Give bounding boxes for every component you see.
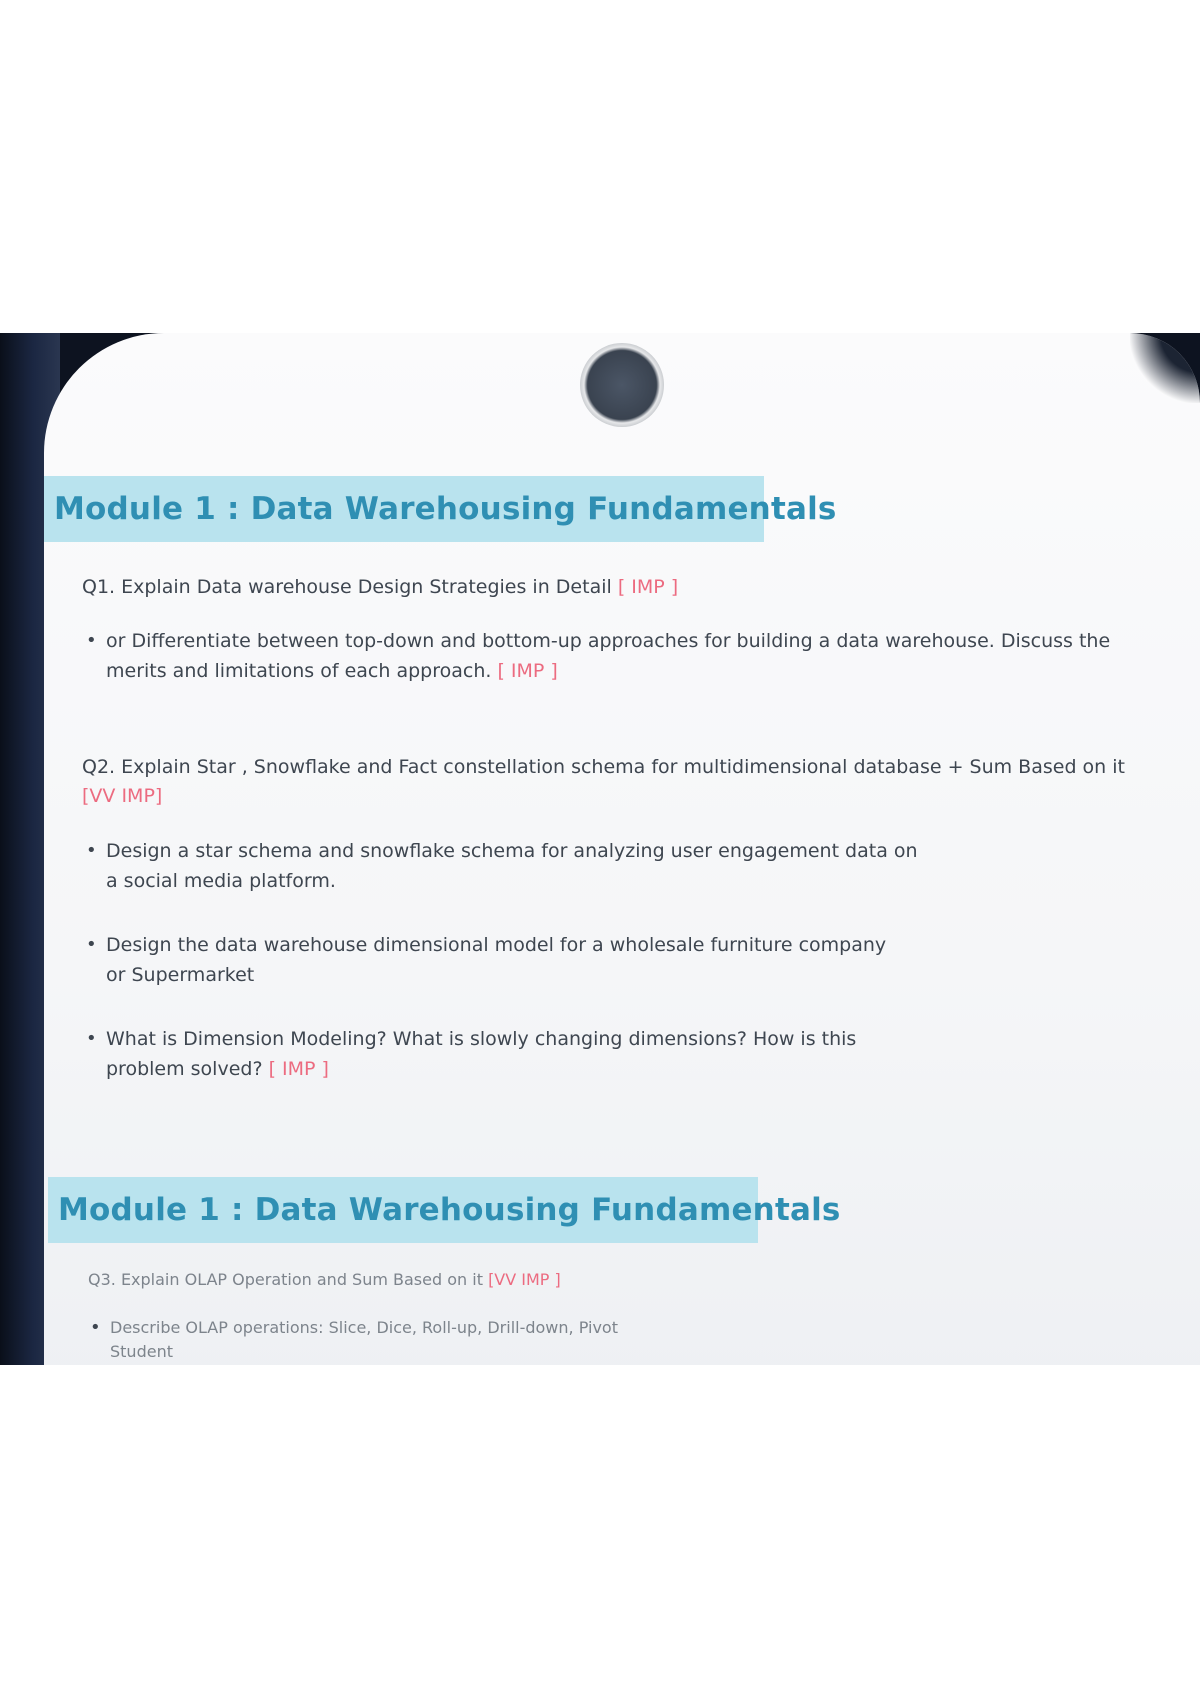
question-q3-text: Q3. Explain OLAP Operation and Sum Based on it — [88, 1270, 483, 1289]
bullet-line-text: problem solved? — [106, 1058, 263, 1080]
module-title-1: Module 1 : Data Warehousing Fundamentals — [54, 491, 837, 527]
photographed-screen — [0, 333, 1200, 1365]
bullet-line: What is Dimension Modeling? What is slowly changing dimensions? How is this — [106, 1028, 857, 1050]
camera-cutout-icon — [580, 343, 664, 427]
bullet-q3-1 — [90, 1316, 618, 1364]
bullet-line-text: merits and limitations of each approach. — [106, 660, 492, 682]
question-q1-tag: [ IMP ] — [617, 576, 679, 598]
bullet-dot-icon: • — [90, 1317, 101, 1338]
question-q3-tag: [VV IMP ] — [488, 1270, 561, 1289]
bullet-line: a social media platform. — [106, 870, 336, 892]
bullet-dot-icon: • — [86, 1028, 97, 1049]
bullet-q1-1 — [86, 626, 1111, 686]
bullet-dot-icon: • — [86, 934, 97, 955]
bullet-tag: [ IMP ] — [268, 1058, 329, 1080]
question-q2-tag-line — [82, 785, 162, 807]
bullet-tag: [ IMP ] — [497, 660, 558, 682]
bullet-line: Describe OLAP operations: Slice, Dice, Roll-up, Drill-down, Pivot — [110, 1318, 618, 1337]
question-q2-tag: [VV IMP] — [82, 785, 163, 807]
bullet-q2-3 — [86, 1024, 857, 1084]
module-title-2: Module 1 : Data Warehousing Fundamentals — [58, 1192, 841, 1228]
question-q2 — [82, 756, 1125, 778]
bullet-line: or Differentiate between top-down and bottom-up approaches for building a data warehouse. Discuss the — [106, 630, 1111, 652]
module-banner-2 — [48, 1177, 841, 1243]
question-q3 — [88, 1270, 561, 1289]
module-banner-1 — [44, 476, 837, 542]
bullet-q2-1 — [86, 836, 918, 896]
corner-shadow — [1130, 333, 1200, 403]
bullet-dot-icon: • — [86, 630, 97, 651]
question-q1-text: Q1. Explain Data warehouse Design Strategies in Detail — [82, 576, 612, 598]
bullet-line — [106, 656, 1110, 686]
bullet-line: or Supermarket — [106, 964, 255, 986]
document-page — [44, 333, 1200, 1365]
bullet-dot-icon: • — [86, 840, 97, 861]
bullet-line: Student — [110, 1342, 173, 1361]
bullet-line — [106, 1054, 856, 1084]
question-q2-text: Q2. Explain Star , Snowflake and Fact constellation schema for multidimensional database + Sum Based on it — [82, 756, 1125, 778]
question-q1 — [82, 576, 678, 598]
bullet-line: Design the data warehouse dimensional model for a wholesale furniture company — [106, 934, 887, 956]
bullet-q2-2 — [86, 930, 887, 990]
bullet-line: Design a star schema and snowflake schema for analyzing user engagement data on — [106, 840, 918, 862]
